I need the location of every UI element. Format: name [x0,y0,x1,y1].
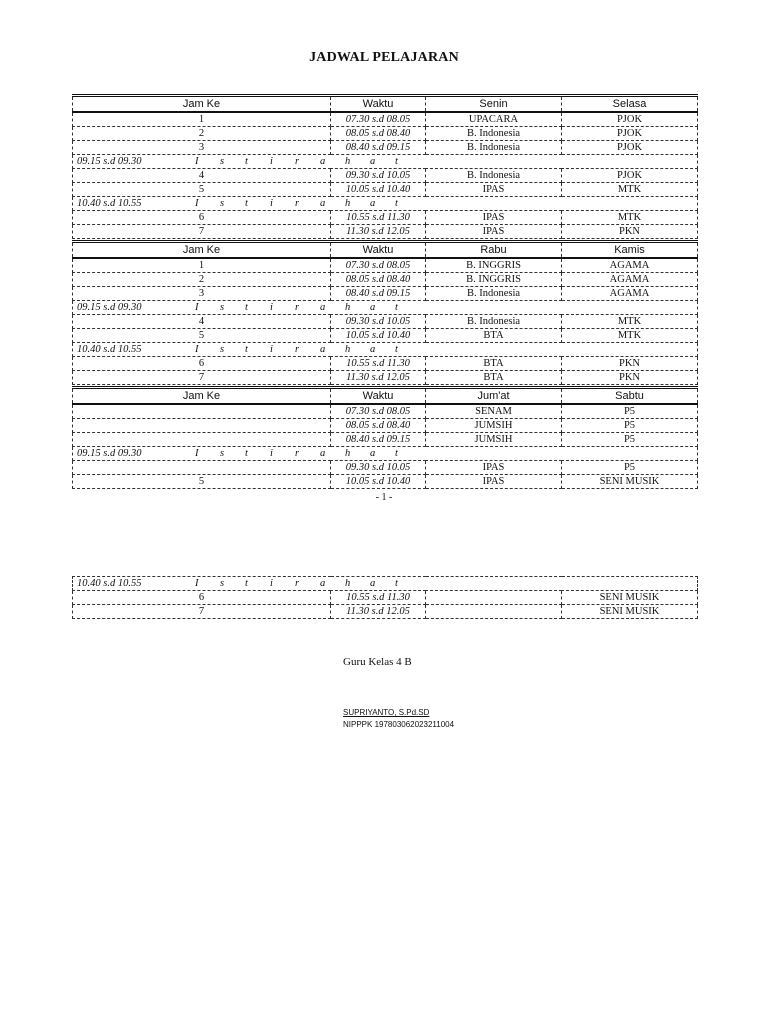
jam-cell: 1 [73,258,331,273]
subject-cell: PJOK [562,141,698,155]
table-row [73,404,698,419]
teacher-role: Guru Kelas 4 B [343,656,412,668]
time-cell: 08.40 s.d 09.15 [331,287,426,301]
subject-cell: SENI MUSIK [562,475,698,489]
subject-cell: UPACARA [426,112,562,127]
time-cell: 09.30 s.d 10.05 [331,169,426,183]
jam-cell: 7 [73,605,331,619]
table-row [73,183,698,197]
subject-cell: P5 [562,461,698,475]
table-row [73,287,698,301]
table-row [73,112,698,127]
jam-cell [73,461,331,475]
jam-cell: 6 [73,211,331,225]
subject-cell: AGAMA [562,287,698,301]
subject-cell: P5 [562,419,698,433]
subject-cell: BTA [426,329,562,343]
jam-cell: 2 [73,127,331,141]
header-day: Selasa [562,96,698,113]
jam-cell [73,404,331,419]
subject-cell: IPAS [426,211,562,225]
subject-cell: JUMSIH [426,419,562,433]
jam-cell [73,433,331,447]
header-day: Senin [426,96,562,113]
break-time: 10.40 s.d 10.55 [77,343,142,355]
break-cell [73,155,698,169]
jam-cell: 7 [73,225,331,239]
table-row [73,591,698,605]
subject-cell: IPAS [426,475,562,489]
break-label: I s t i r a h a t [195,301,398,313]
jam-cell: 6 [73,357,331,371]
table-row [73,475,698,489]
subject-cell: AGAMA [562,258,698,273]
time-cell: 08.05 s.d 08.40 [331,127,426,141]
table-row [73,225,698,239]
schedule-table-rabu-kamis [72,240,698,385]
break-time: 09.15 s.d 09.30 [77,447,142,459]
table-row [73,605,698,619]
teacher-nip: NIPPPK 197803062023211004 [343,720,455,729]
subject-cell: B. Indonesia [426,127,562,141]
subject-cell: PJOK [562,169,698,183]
subject-cell: B. Indonesia [426,141,562,155]
break-time: 10.40 s.d 10.55 [77,577,142,589]
table-row [73,419,698,433]
header-jam-ke: Jam Ke [73,96,331,113]
time-cell: 07.30 s.d 08.05 [331,404,426,419]
subject-cell: B. Indonesia [426,315,562,329]
subject-cell: PKN [562,225,698,239]
subject-cell: IPAS [426,183,562,197]
subject-cell [426,591,562,605]
subject-cell [426,605,562,619]
time-cell: 10.55 s.d 11.30 [331,211,426,225]
header-jam-ke: Jam Ke [73,242,331,259]
subject-cell: IPAS [426,225,562,239]
subject-cell: BTA [426,371,562,385]
header-day: Sabtu [562,388,698,405]
signature-block [343,707,454,731]
break-cell [73,301,698,315]
break-label: I s t i r a h a t [195,197,398,209]
subject-cell: SENAM [426,404,562,419]
teacher-name: SUPRIYANTO, S.Pd.SD [343,708,430,717]
time-cell: 08.05 s.d 08.40 [331,273,426,287]
jam-cell: 4 [73,315,331,329]
table-row [73,329,698,343]
break-row [73,197,698,211]
time-cell: 11.30 s.d 12.05 [331,225,426,239]
header-waktu: Waktu [331,242,426,259]
header-jam-ke: Jam Ke [73,388,331,405]
table-header-row [73,96,698,113]
subject-cell: MTK [562,211,698,225]
jam-cell: 3 [73,287,331,301]
break-row [73,343,698,357]
break-row [73,301,698,315]
time-cell: 08.40 s.d 09.15 [331,141,426,155]
schedule-table-jumat-sabtu [72,386,698,489]
break-label: I s t i r a h a t [195,447,398,459]
header-waktu: Waktu [331,96,426,113]
subject-cell: PJOK [562,127,698,141]
time-cell: 10.05 s.d 10.40 [331,329,426,343]
break-cell [73,577,698,591]
break-label: I s t i r a h a t [195,577,398,589]
jam-cell: 2 [73,273,331,287]
subject-cell: B. INGGRIS [426,273,562,287]
subject-cell: IPAS [426,461,562,475]
time-cell: 10.05 s.d 10.40 [331,475,426,489]
table-row [73,357,698,371]
jam-cell: 6 [73,591,331,605]
jam-cell: 5 [73,475,331,489]
header-day: Kamis [562,242,698,259]
subject-cell: JUMSIH [426,433,562,447]
subject-cell: MTK [562,183,698,197]
time-cell: 09.30 s.d 10.05 [331,315,426,329]
time-cell: 11.30 s.d 12.05 [331,605,426,619]
table-row [73,258,698,273]
time-cell: 08.05 s.d 08.40 [331,419,426,433]
subject-cell: B. Indonesia [426,287,562,301]
time-cell: 10.55 s.d 11.30 [331,357,426,371]
break-time: 09.15 s.d 09.30 [77,301,142,313]
schedule-table-senin-selasa [72,94,698,239]
subject-cell: PKN [562,371,698,385]
table-row [73,371,698,385]
jam-cell: 7 [73,371,331,385]
subject-cell: MTK [562,315,698,329]
time-cell: 11.30 s.d 12.05 [331,371,426,385]
subject-cell: AGAMA [562,273,698,287]
page-title: JADWAL PELAJARAN [309,50,459,65]
break-label: I s t i r a h a t [195,155,398,167]
table-row [73,169,698,183]
time-cell: 07.30 s.d 08.05 [331,112,426,127]
break-row [73,447,698,461]
page-number: - 1 - [375,492,393,503]
header-waktu: Waktu [331,388,426,405]
break-label: I s t i r a h a t [195,343,398,355]
table-row [73,211,698,225]
time-cell: 08.40 s.d 09.15 [331,433,426,447]
table-header-row [73,242,698,259]
subject-cell: B. Indonesia [426,169,562,183]
table-row [73,315,698,329]
schedule-table-jumat-sabtu-continued [72,576,698,619]
header-day: Rabu [426,242,562,259]
table-row [73,127,698,141]
table-header-row [73,388,698,405]
break-row [73,577,698,591]
header-day: Jum'at [426,388,562,405]
jam-cell: 4 [73,169,331,183]
table-row [73,461,698,475]
time-cell: 07.30 s.d 08.05 [331,258,426,273]
time-cell: 09.30 s.d 10.05 [331,461,426,475]
subject-cell: SENI MUSIK [562,605,698,619]
table-row [73,141,698,155]
jam-cell: 5 [73,329,331,343]
subject-cell: PJOK [562,112,698,127]
break-time: 10.40 s.d 10.55 [77,197,142,209]
break-cell [73,447,698,461]
jam-cell [73,419,331,433]
break-row [73,155,698,169]
jam-cell: 3 [73,141,331,155]
break-time: 09.15 s.d 09.30 [77,155,142,167]
subject-cell: P5 [562,404,698,419]
subject-cell: PKN [562,357,698,371]
subject-cell: P5 [562,433,698,447]
subject-cell: B. INGGRIS [426,258,562,273]
break-cell [73,197,698,211]
subject-cell: SENI MUSIK [562,591,698,605]
jam-cell: 5 [73,183,331,197]
subject-cell: BTA [426,357,562,371]
table-row [73,273,698,287]
table-row [73,433,698,447]
time-cell: 10.05 s.d 10.40 [331,183,426,197]
time-cell: 10.55 s.d 11.30 [331,591,426,605]
break-cell [73,343,698,357]
subject-cell: MTK [562,329,698,343]
jam-cell: 1 [73,112,331,127]
